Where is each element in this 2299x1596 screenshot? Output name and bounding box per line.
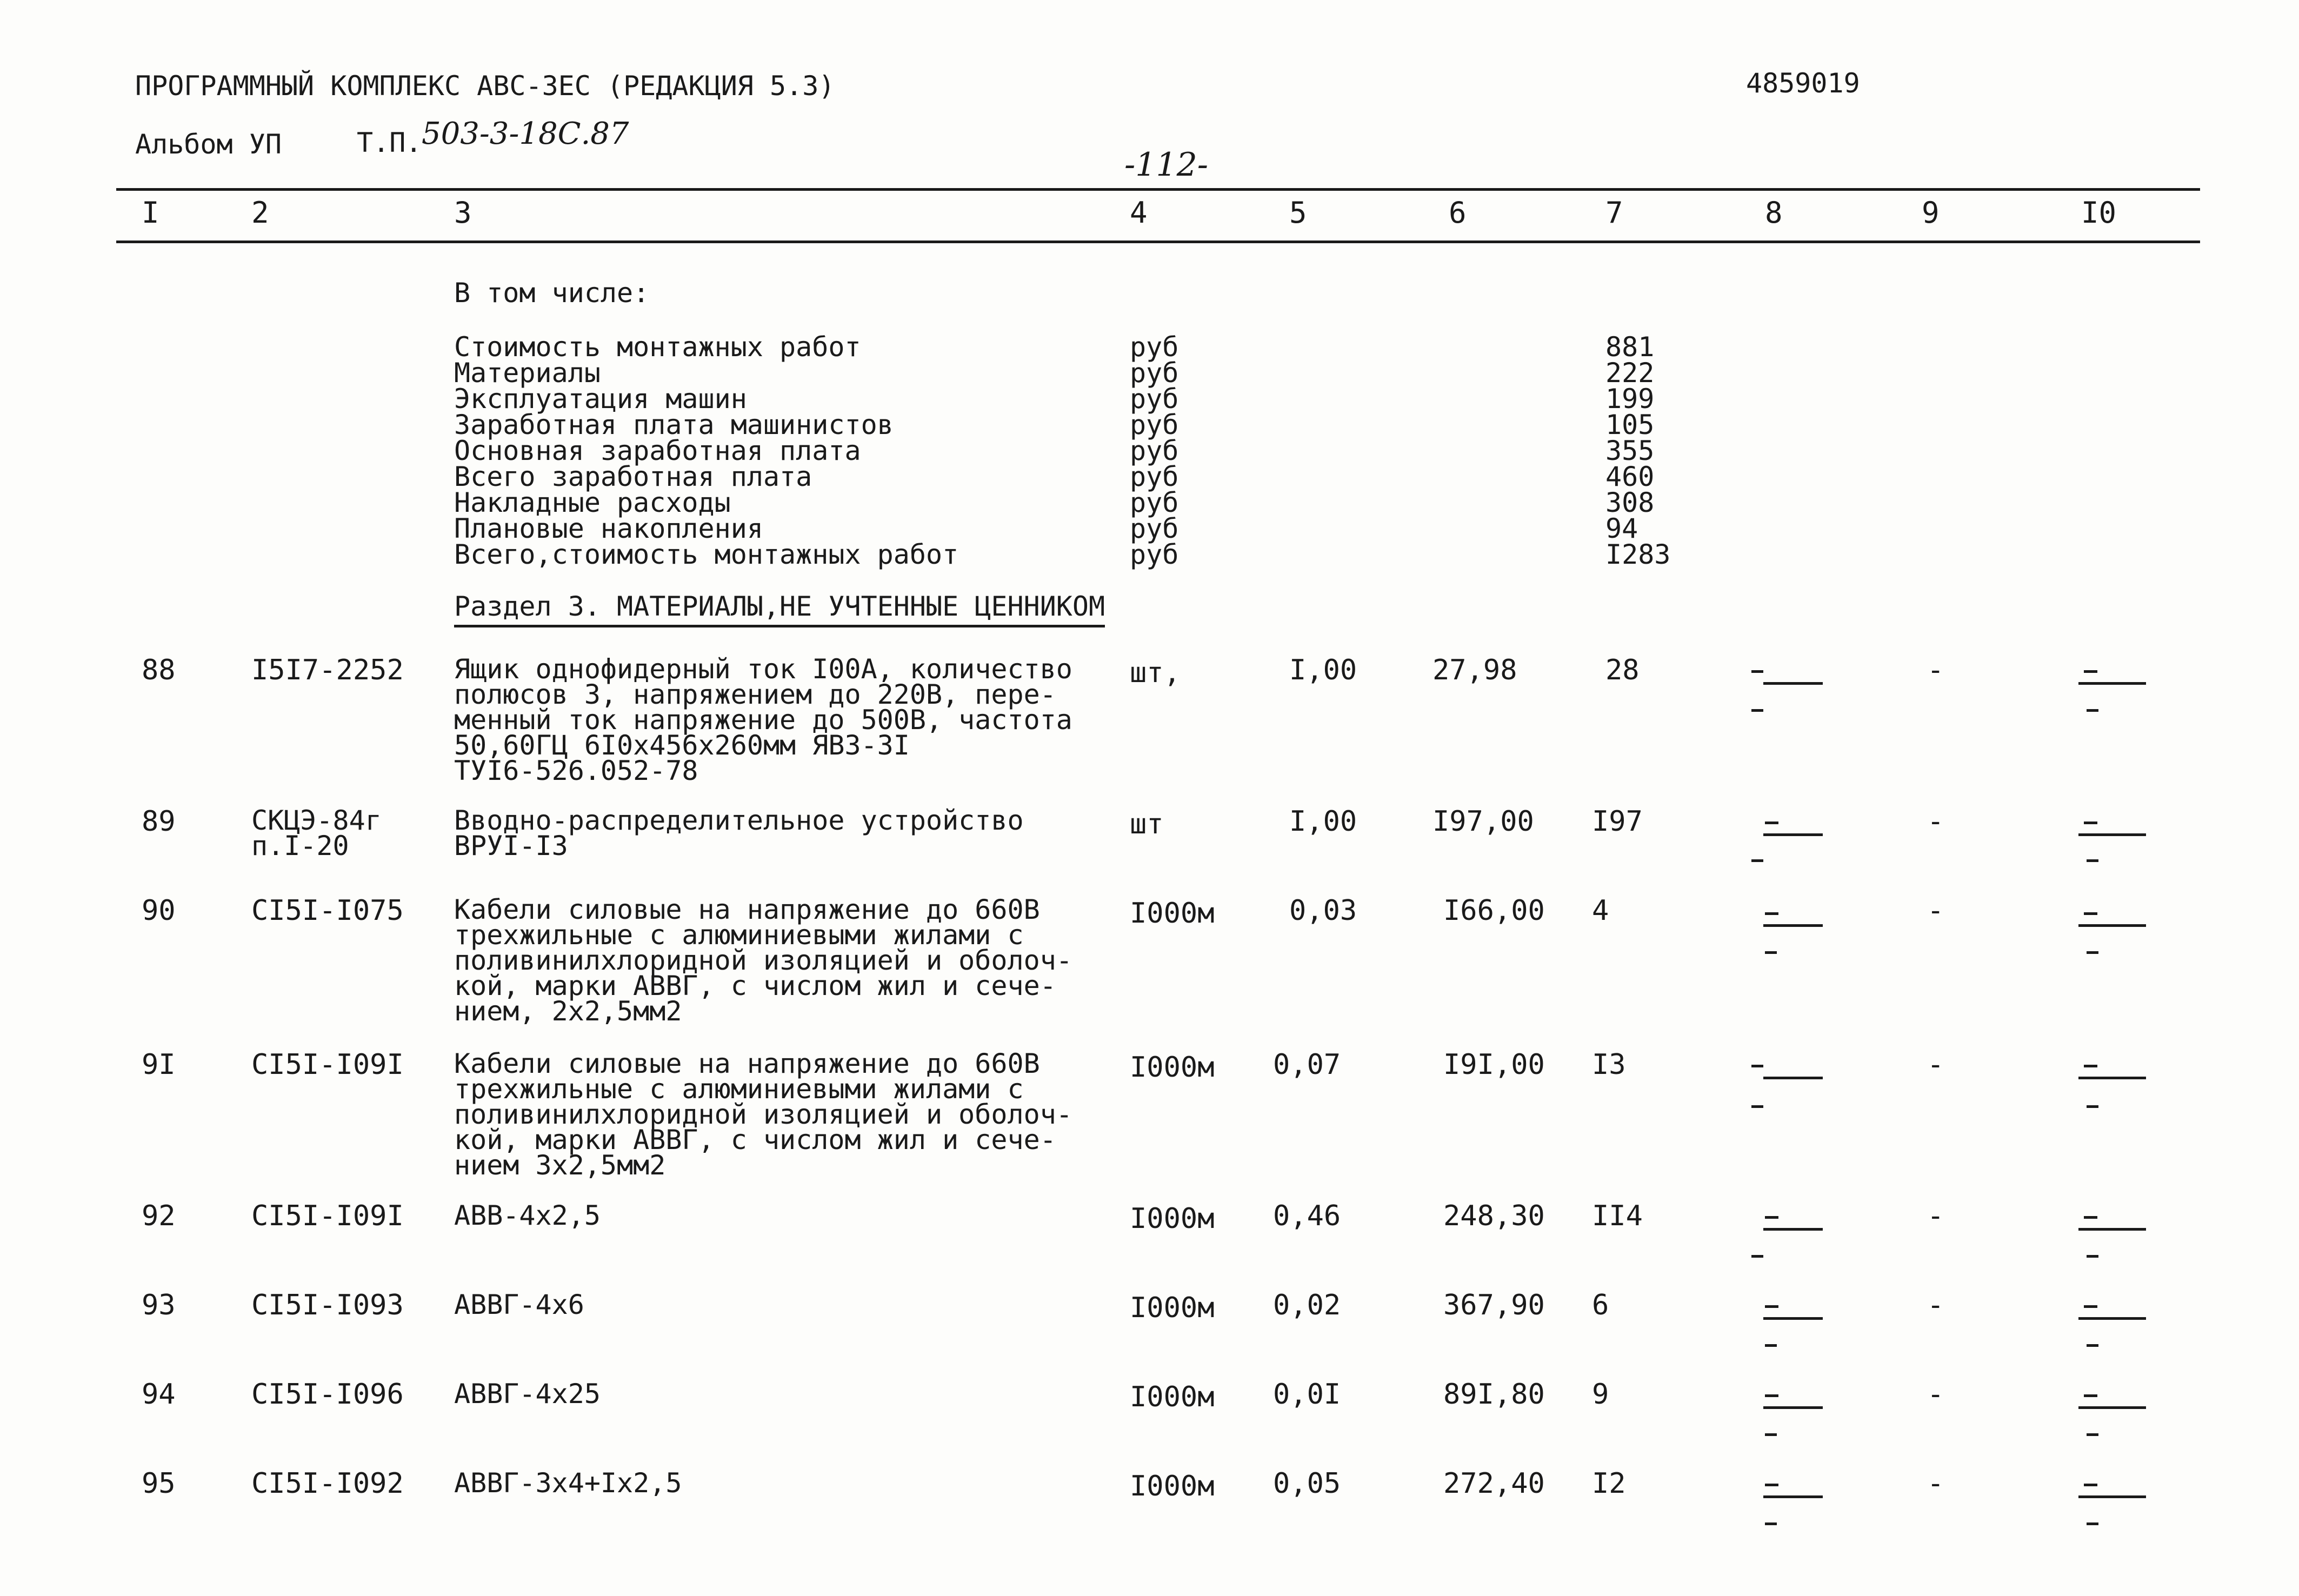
dash-mark	[2087, 1255, 2098, 1258]
item-number: 95	[142, 1467, 176, 1500]
dash-mark	[1763, 1228, 1823, 1231]
summary-intro: В том числе:	[454, 277, 650, 309]
summary-value: 94	[1605, 513, 1638, 544]
item-unit: I000м	[1130, 1203, 1215, 1235]
item-description: Ящик однофидерный ток I00А, количество полюсов 3, напряжением до 220В, пере- менный ток напряжение до 500В, частота 50,60ГЦ 6I0x456x260мм ЯВЗ-3I ТУI6-526.052-78	[454, 653, 1072, 786]
dash-mark	[1763, 833, 1823, 836]
item-code: I5I7-2252	[251, 654, 404, 686]
item-total: 6	[1592, 1289, 1609, 1321]
dash-mark	[2084, 822, 2097, 824]
item-col9: -	[1927, 1378, 1944, 1411]
item-col9: -	[1927, 894, 1944, 927]
summary-unit: руб	[1130, 539, 1179, 570]
summary-unit: руб	[1130, 461, 1179, 492]
summary-label: Заработная плата машинистов	[454, 409, 894, 440]
summary-label: Всего,стоимость монтажных работ	[454, 539, 959, 570]
column-header-6: 6	[1449, 196, 1467, 230]
item-unit: I000м	[1130, 1470, 1215, 1502]
summary-unit: руб	[1130, 409, 1179, 440]
summary-row	[454, 331, 959, 570]
item-total: 9	[1592, 1378, 1609, 1411]
dash-mark	[2087, 1433, 2098, 1436]
item-price: 89I,80	[1443, 1378, 1545, 1411]
dash-mark	[2087, 709, 2098, 712]
item-description: Вводно-распределительное устройство ВРУI-I3	[454, 805, 1024, 862]
item-price: 248,30	[1443, 1200, 1545, 1232]
item-description: Кабели силовые на напряжение до 660В трехжильные с алюминиевыми жилами с поливинилхлоридной изоляцией и оболоч- кой, марки АВВГ, с числом жил и сече- нием 3x2,5мм2	[454, 1048, 1072, 1181]
item-quantity: 0,05	[1273, 1467, 1341, 1500]
item-quantity: I,00	[1289, 654, 1357, 686]
summary-value: 199	[1605, 383, 1655, 415]
program-title: ПРОГРАММНЫЙ КОМПЛЕКС АВС-ЗЕС (РЕДАКЦИЯ 5.3)	[135, 70, 835, 102]
summary-label: Плановые накопления	[454, 513, 763, 544]
item-price: I9I,00	[1443, 1049, 1545, 1081]
dash-mark	[2078, 1228, 2146, 1231]
item-price: 27,98	[1432, 654, 1517, 686]
item-code: СI5I-I096	[251, 1378, 404, 1411]
dash-mark	[2078, 1406, 2146, 1409]
dash-mark	[1765, 1394, 1778, 1397]
table-top-rule	[116, 188, 2200, 191]
item-number: 9I	[142, 1049, 176, 1081]
table-header-rule	[116, 241, 2200, 243]
item-quantity: 0,07	[1273, 1049, 1341, 1081]
summary-label: Эксплуатация машин	[454, 383, 747, 415]
summary-value: 222	[1605, 357, 1655, 389]
album-label: Альбом УП	[135, 129, 282, 160]
dash-mark	[1765, 1216, 1778, 1219]
item-col9: -	[1927, 1200, 1944, 1232]
item-description: АВВГ-4x6	[454, 1289, 584, 1320]
dash-mark	[1751, 670, 1763, 673]
dash-mark	[2087, 1522, 2098, 1525]
column-header-10: I0	[2081, 196, 2117, 230]
dash-mark	[2078, 682, 2146, 685]
tp-label: Т.П.	[357, 127, 422, 158]
summary-unit: руб	[1130, 357, 1179, 389]
dash-mark	[1765, 912, 1778, 915]
item-price: I66,00	[1443, 894, 1545, 927]
summary-unit: руб	[1130, 435, 1179, 466]
item-code: СI5I-I09I	[251, 1049, 404, 1081]
summary-unit: руб	[1130, 331, 1179, 363]
column-header-7: 7	[1605, 196, 1623, 230]
item-description: АВВГ-3x4+Ix2,5	[454, 1467, 682, 1499]
item-price: 272,40	[1443, 1467, 1545, 1500]
dash-mark	[2084, 1394, 2097, 1397]
summary-value: 308	[1605, 487, 1655, 518]
item-code: СI5I-I092	[251, 1467, 404, 1500]
summary-values	[1605, 331, 1671, 570]
item-unit: I000м	[1130, 1292, 1215, 1324]
dash-mark	[2087, 1344, 2098, 1347]
dash-mark	[1765, 1484, 1778, 1486]
dash-mark	[1751, 1105, 1763, 1108]
summary-value: 105	[1605, 409, 1655, 440]
dash-mark	[1765, 822, 1778, 824]
dash-mark	[2078, 833, 2146, 836]
document-number: 4859019	[1746, 68, 1860, 99]
dash-mark	[2078, 1495, 2146, 1498]
dash-mark	[1765, 1344, 1777, 1347]
summary-value: I283	[1605, 539, 1671, 570]
item-col9: -	[1927, 805, 1944, 838]
dash-mark	[1763, 1406, 1823, 1409]
item-description: АВВГ-4x25	[454, 1378, 601, 1410]
dash-mark	[1765, 1522, 1777, 1525]
dash-mark	[2084, 1484, 2097, 1486]
dash-mark	[2078, 1077, 2146, 1079]
item-unit: I000м	[1130, 1381, 1215, 1413]
item-code: СI5I-I075	[251, 894, 404, 927]
summary-label: Стоимость монтажных работ	[454, 331, 861, 363]
item-price: I97,00	[1432, 805, 1534, 838]
item-unit: шт,	[1130, 657, 1181, 689]
dash-mark	[2087, 951, 2098, 954]
item-unit: I000м	[1130, 897, 1215, 930]
item-price: 367,90	[1443, 1289, 1545, 1321]
item-col9: -	[1927, 1289, 1944, 1321]
item-number: 93	[142, 1289, 176, 1321]
item-col9: -	[1927, 1049, 1944, 1081]
dash-mark	[1751, 709, 1763, 712]
dash-mark	[1751, 1065, 1763, 1067]
item-number: 92	[142, 1200, 176, 1232]
item-quantity: 0,46	[1273, 1200, 1341, 1232]
item-total: 4	[1592, 894, 1609, 927]
dash-mark	[1763, 1317, 1823, 1320]
summary-unit: руб	[1130, 487, 1179, 518]
item-total: I2	[1592, 1467, 1626, 1500]
dash-mark	[1751, 859, 1763, 862]
dash-mark	[1751, 1255, 1763, 1258]
item-number: 94	[142, 1378, 176, 1411]
summary-unit: руб	[1130, 513, 1179, 544]
summary-unit: руб	[1130, 383, 1179, 415]
summary-units	[1130, 331, 1179, 570]
column-header-1: I	[142, 196, 159, 230]
item-code: СI5I-I093	[251, 1289, 404, 1321]
dash-mark	[2084, 1216, 2097, 1219]
item-unit: шт	[1130, 808, 1164, 840]
dash-mark	[1765, 1305, 1778, 1308]
summary-value: 460	[1605, 461, 1655, 492]
summary-label: Основная заработная плата	[454, 435, 861, 466]
item-col9: -	[1927, 1467, 1944, 1500]
summary-label: Всего заработная плата	[454, 461, 812, 492]
dash-mark	[2084, 912, 2097, 915]
summary-value: 355	[1605, 435, 1655, 466]
item-quantity: I,00	[1289, 805, 1357, 838]
item-number: 90	[142, 894, 176, 927]
item-quantity: 0,03	[1289, 894, 1357, 927]
dash-mark	[1763, 924, 1823, 927]
item-code: СI5I-I09I	[251, 1200, 404, 1232]
item-description: Кабели силовые на напряжение до 660В трехжильные с алюминиевыми жилами с поливинилхлоридной изоляцией и оболоч- кой, марки АВВГ, с числом жил и сече- нием, 2x2,5мм2	[454, 894, 1072, 1027]
dash-mark	[2087, 1105, 2098, 1108]
dash-mark	[2084, 1305, 2097, 1308]
item-number: 88	[142, 654, 176, 686]
item-total: I3	[1592, 1049, 1626, 1081]
section-title: Раздел 3. МАТЕРИАЛЫ,НЕ УЧТЕННЫЕ ЦЕННИКОМ	[454, 593, 1105, 627]
item-total: II4	[1592, 1200, 1643, 1232]
page-number: -112-	[1124, 146, 1209, 184]
dash-mark	[1765, 951, 1777, 954]
dash-mark	[1765, 1433, 1777, 1436]
column-header-2: 2	[251, 196, 269, 230]
dash-mark	[2084, 670, 2097, 673]
summary-value: 881	[1605, 331, 1655, 363]
item-number: 89	[142, 805, 176, 838]
item-quantity: 0,02	[1273, 1289, 1341, 1321]
dash-mark	[1763, 1495, 1823, 1498]
column-header-8: 8	[1765, 196, 1783, 230]
item-code: СКЦЭ-84г п.I-20	[251, 805, 382, 862]
dash-mark	[1763, 1077, 1823, 1079]
dash-mark	[2084, 1065, 2097, 1067]
dash-mark	[1763, 682, 1823, 685]
tp-handwritten-number: 503-3-18С.87	[422, 116, 629, 151]
column-header-5: 5	[1289, 196, 1307, 230]
column-header-9: 9	[1922, 196, 1940, 230]
item-total: I97	[1592, 805, 1643, 838]
summary-label: Материалы	[454, 357, 601, 389]
dash-mark	[2078, 924, 2146, 927]
column-header-3: 3	[454, 196, 472, 230]
dash-mark	[2087, 859, 2098, 862]
dash-mark	[2078, 1317, 2146, 1320]
item-total: 28	[1605, 654, 1640, 686]
summary-label: Накладные расходы	[454, 487, 731, 518]
item-unit: I000м	[1130, 1051, 1215, 1084]
item-quantity: 0,0I	[1273, 1378, 1341, 1411]
column-header-4: 4	[1130, 196, 1148, 230]
item-description: АВВ-4x2,5	[454, 1200, 601, 1231]
item-col9: -	[1927, 654, 1944, 686]
